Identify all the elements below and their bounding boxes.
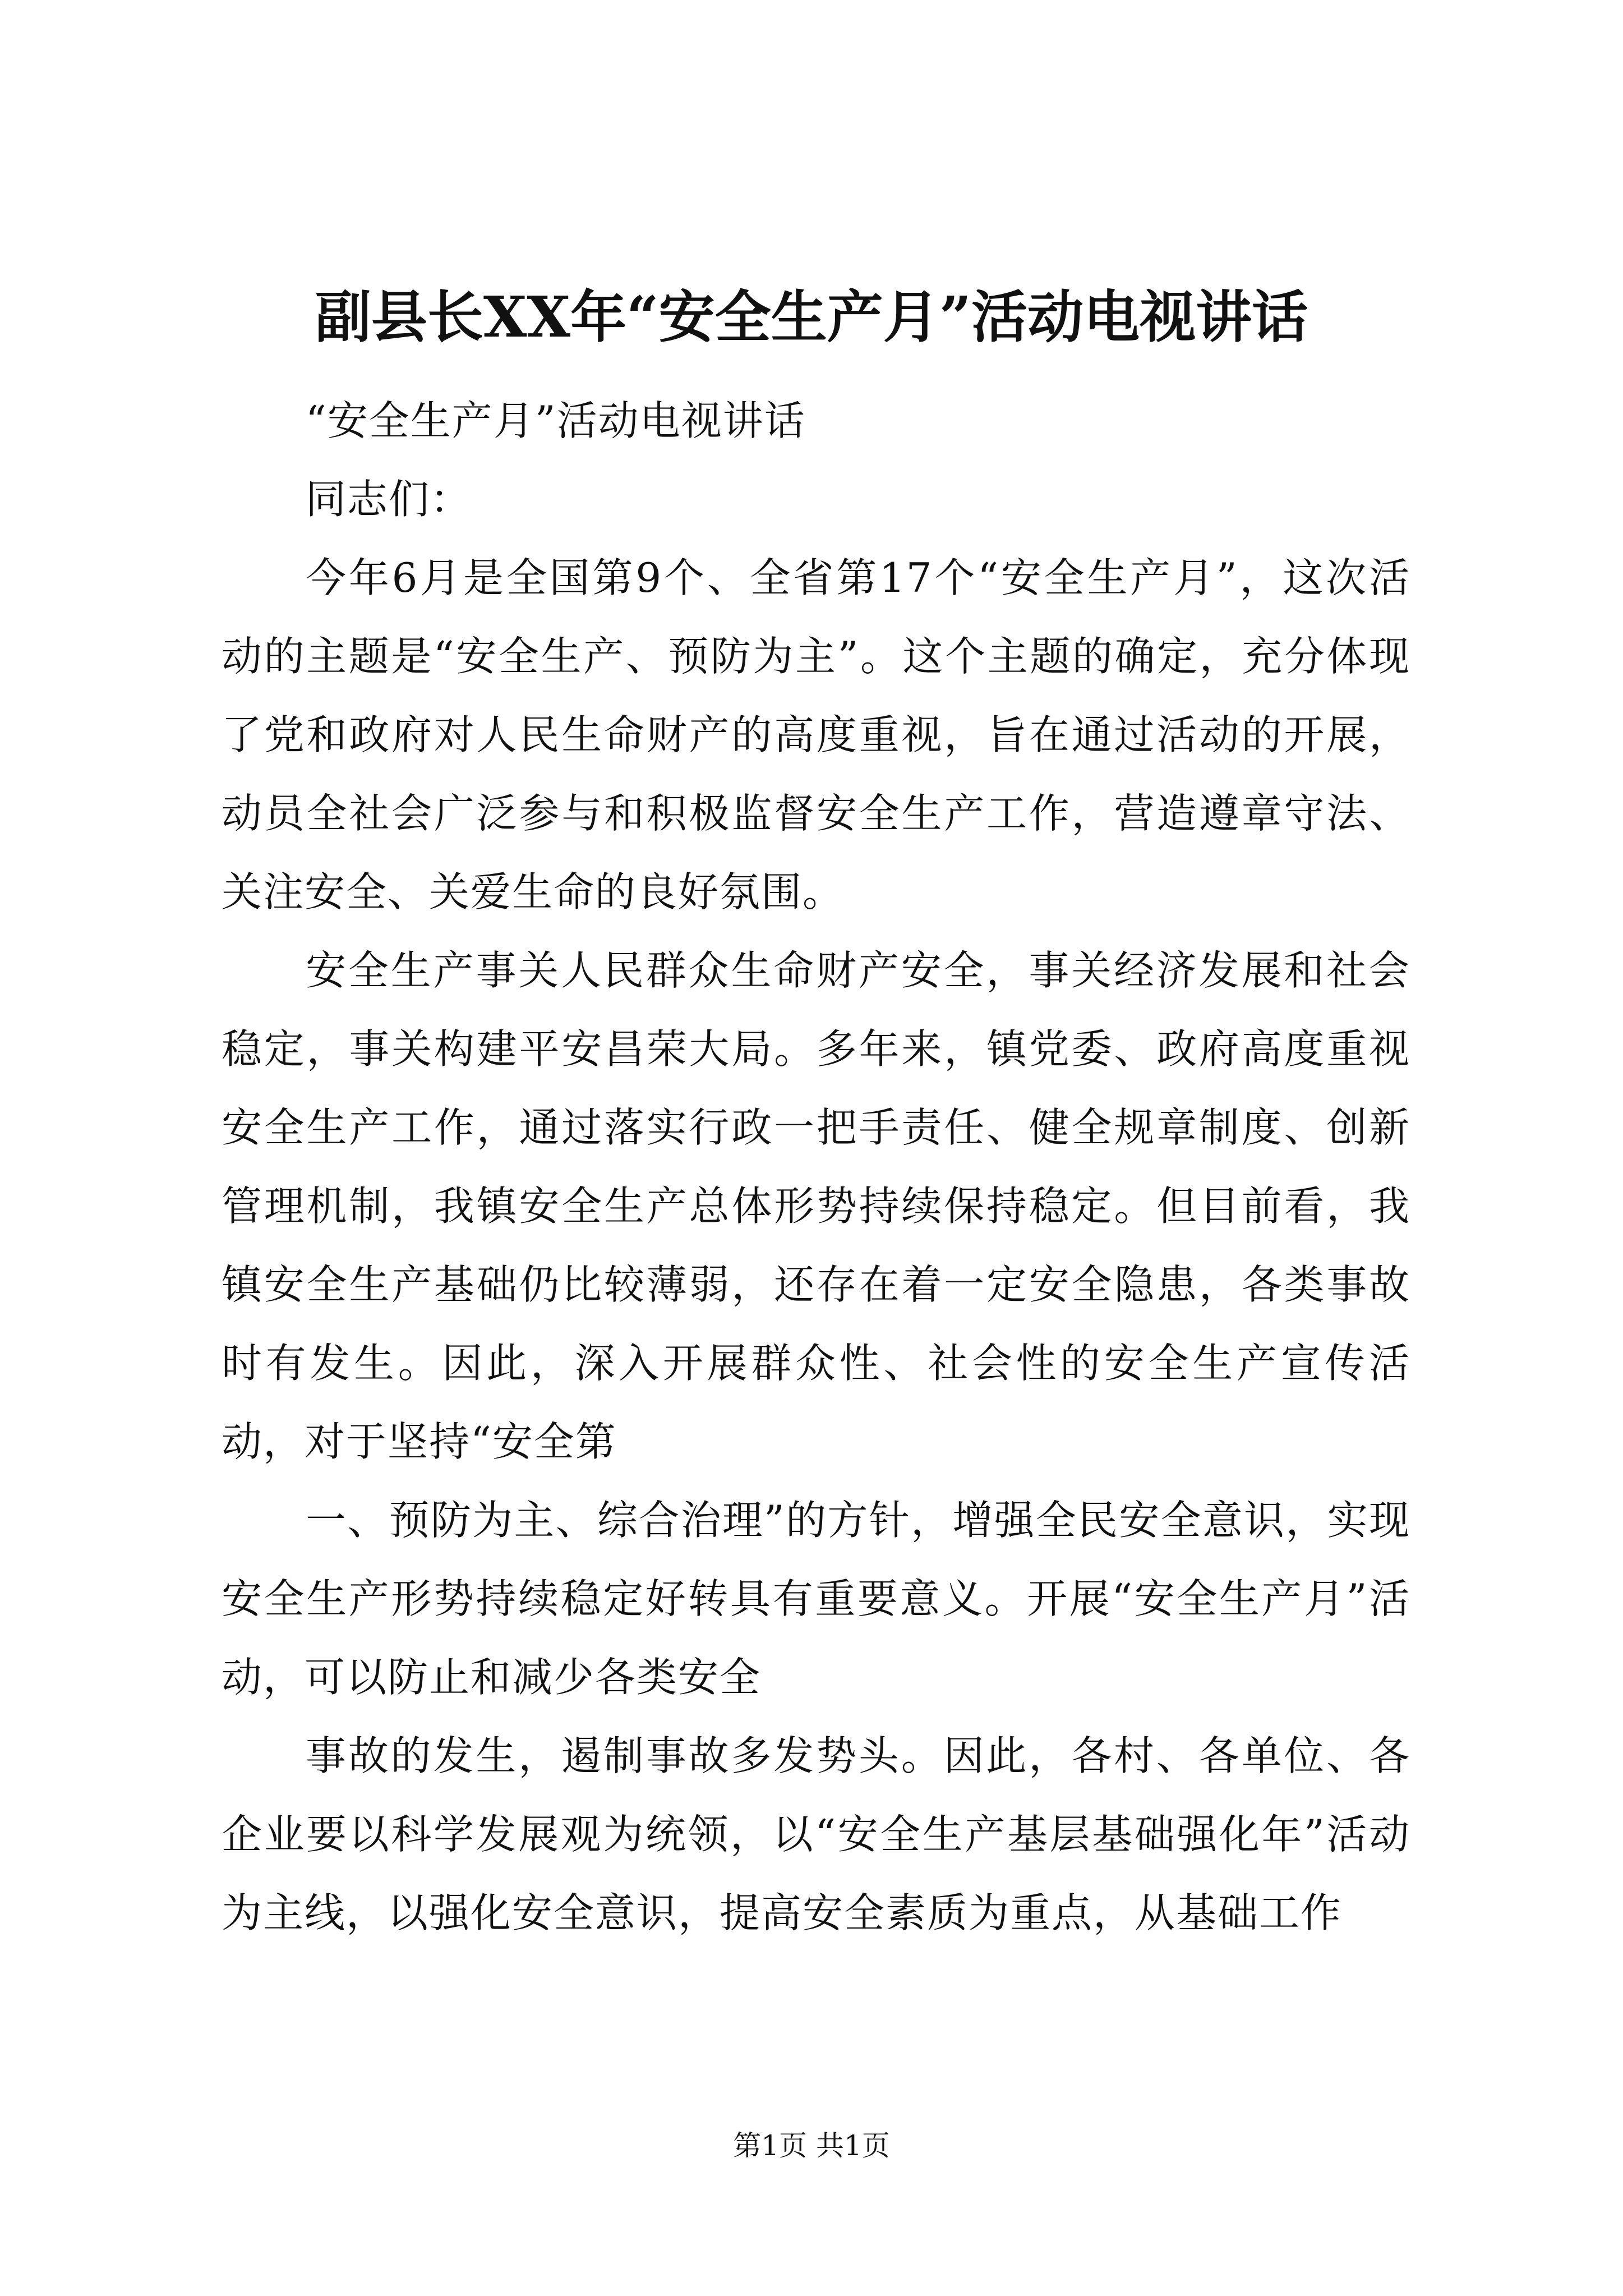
body-paragraph: 一、预防为主、综合治理”的方针，增强全民安全意识，实现安全生产形势持续稳定好转具有重要意义。开展“安全生产月”活动，可以防止和减少各类安全 — [222, 1497, 1410, 1701]
document-body — [222, 381, 1410, 1952]
document-title: 副县长XX年“安全生产月”活动电视讲话 — [315, 284, 1308, 350]
body-paragraph: 事故的发生，遏制事故多发势头。因此，各村、各单位、各企业要以科学发展观为统领，以“安全生产基层基础强化年”活动为主线，以强化安全意识，提高安全素质为重点，从基础工作 — [222, 1732, 1410, 1936]
salutation-paragraph: 同志们： — [306, 476, 472, 523]
subtitle-paragraph: “安全生产月”活动电视讲话 — [306, 397, 806, 444]
body-paragraph: 安全生产事关人民群众生命财产安全，事关经济发展和社会稳定，事关构建平安昌荣大局。多年来，镇党委、政府高度重视安全生产工作，通过落实行政一把手责任、健全规章制度、创新管理机制，我镇安全生产总体形势持续保持稳定。但目前看，我镇安全生产基础仍比较薄弱，还存在着一定安全隐患，各类事故时有发生。因此，深入开展群众性、社会性的安全生产宣传活动，对于坚持“安全第 — [222, 947, 1410, 1465]
page-number-footer: 第1页 共1页 — [733, 2129, 890, 2162]
body-paragraph: 今年6月是全国第9个、全省第17个“安全生产月”，这次活动的主题是“安全生产、预防为主”。这个主题的确定，充分体现了党和政府对人民生命财产的高度重视，旨在通过活动的开展，动员全社会广泛参与和积极监督安全生产工作，营造遵章守法、关注安全、关爱生命的良好氛围。 — [222, 554, 1410, 915]
